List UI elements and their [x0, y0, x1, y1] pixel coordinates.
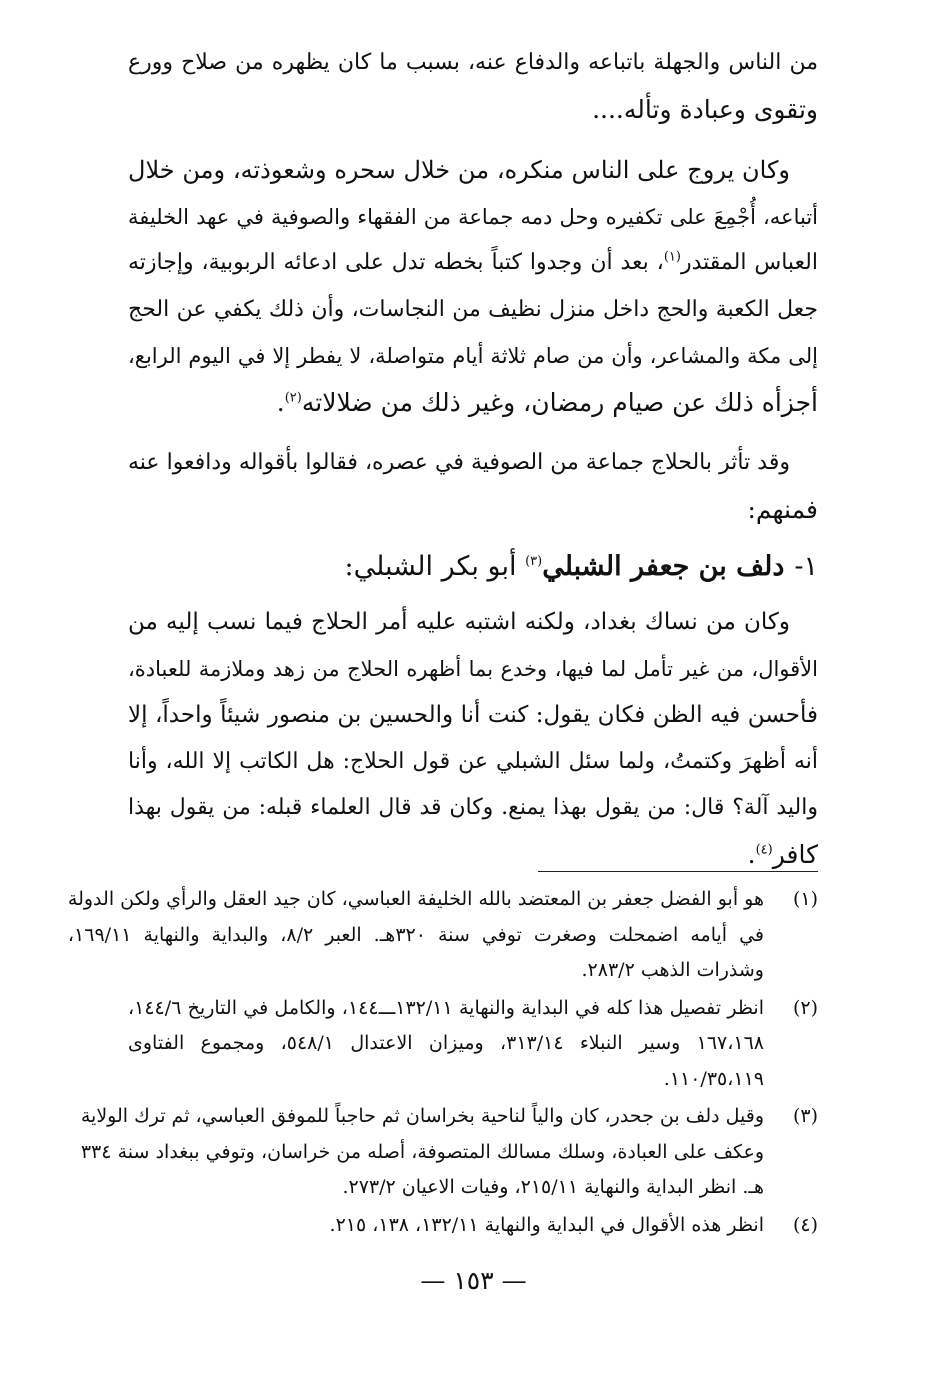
- heading-name: دلف بن جعفر الشبلي: [542, 551, 785, 582]
- footnote-line: ١٦٧،١٦٨ وسير النبلاء ٣١٣/١٤، وميزان الاعتدال ٥٤٨/١، ومجموع الفتاوى: [128, 1032, 764, 1054]
- footnote-ref-2[interactable]: (٢): [284, 390, 302, 406]
- footnote-line: هو أبو الفضل جعفر بن المعتضد بالله الخليفة العباسي، كان جيد العقل والرأي ولكن الدولة: [67, 888, 764, 910]
- heading-number: ١-: [794, 551, 818, 582]
- footnote-line: في أيامه اضمحلت وصغرت توفي سنة ٣٢٠هـ. العبر ٨/٢، والبداية والنهاية ١٦٩/١١،: [67, 923, 765, 946]
- text-fragment: .: [747, 839, 756, 869]
- footnotes: [67, 882, 818, 1245]
- text-fragment: ، بعد أن وجدوا كتباً بخطه تدل على ادعائه الربوبية، وإجازته: [128, 250, 664, 275]
- footnote-body: [128, 991, 764, 1098]
- footnote-line: وقيل دلف بن جحدر، كان والياً لناحية بخراسان ثم حاجباً للموفق العباسي، ثم ترك الولاية: [80, 1105, 764, 1127]
- text-line: جعل الكعبة والحج داخل منزل نظيف من النجاسات، وأن ذلك يكفي عن الحج: [128, 296, 818, 322]
- footnote-body: [68, 882, 764, 989]
- footnote-3: [80, 1099, 818, 1206]
- text-line: إلى مكة والمشاعر، وأن من صام ثلاثة أيام متواصلة، لا يفطر إلا في اليوم الرابع،: [128, 344, 818, 368]
- text-line: [128, 240, 818, 287]
- text-line: وتقوى وعبادة وتأله....: [592, 94, 818, 124]
- text-line: واليد آلة؟ قال: من يقول بهذا يمنع. وكان قد قال العلماء قبله: من يقول بهذا: [128, 795, 818, 820]
- text-line: وكان من نساك بغداد، ولكنه اشتبه عليه أمر الحلاج فيما نسب إليه من: [128, 609, 790, 635]
- footnote-ref-4[interactable]: (٤): [755, 842, 773, 858]
- footnote-1: [67, 882, 818, 989]
- text-fragment: .: [276, 387, 285, 417]
- footnote-4: [128, 1208, 818, 1244]
- text-line: وقد تأثر بالحلاج جماعة من الصوفية في عصره، فقالوا بأقواله ودافعوا عنه: [128, 450, 790, 475]
- text-line: فمنهم:: [747, 494, 818, 524]
- text-line: من الناس والجهلة باتباعه والدفاع عنه، بسبب ما كان يظهره من صلاح وورع: [128, 50, 818, 75]
- footnote-body: [81, 1099, 764, 1206]
- heading-rest: أبو بكر الشبلي:: [344, 551, 517, 582]
- footnote-2: [128, 991, 818, 1098]
- paragraph-4: [128, 599, 818, 878]
- footnote-line: وشذرات الذهب ٢٨٣/٢.: [581, 959, 764, 981]
- footnote-number: (٤): [792, 1213, 818, 1236]
- footnote-ref-3[interactable]: (٣): [525, 554, 543, 569]
- main-text: [128, 40, 818, 878]
- text-line: أتباعه، أُجْمِعَ على تكفيره وحل دمه جماعة من الفقهاء والصوفية في عهد الخليفة: [128, 204, 818, 229]
- text-fragment: أجزأه ذلك عن صيام رمضان، وغير ذلك من ضلالاته: [301, 387, 818, 417]
- text-line: [128, 380, 818, 427]
- footnote-line: انظر تفصيل هذا كله في البداية والنهاية ١٣٢/١١ـــ١٤٤، والكامل في التاريخ ١٤٤/٦،: [128, 996, 764, 1019]
- text-line: أنه أظهرَ وكتمتُ، ولما سئل الشبلي عن قول الحلاج: هل الكاتب إلا الله، وأنا: [128, 748, 818, 774]
- footnote-line: ١١٠/٣٥،١١٩.: [663, 1067, 764, 1090]
- text-line: الأقوال، من غير تأمل لما فيها، وخدع بما أظهره الحلاج من زهد وملازمة للعبادة،: [128, 656, 818, 681]
- paragraph-2: [128, 147, 818, 426]
- footnote-number: (١): [792, 888, 818, 910]
- paragraph-1: [128, 40, 818, 133]
- footnote-divider: [538, 871, 818, 872]
- text-fragment: كافر: [772, 839, 818, 869]
- section-heading: [128, 543, 818, 591]
- footnote-number: (٢): [792, 996, 818, 1019]
- footnote-body: [128, 1208, 764, 1244]
- footnote-number: (٣): [792, 1105, 818, 1127]
- paragraph-3: [128, 440, 818, 533]
- text-line: وكان يروج على الناس منكره، من خلال سحره وشعوذته، ومن خلال: [128, 156, 790, 184]
- page-number: — ١٥٣ —: [420, 1266, 527, 1295]
- text-line: فأحسن فيه الظن فكان يقول: كنت أنا والحسين بن منصور شيئاً واحداً، إلا: [128, 702, 818, 728]
- footnote-line: وعكف على العبادة، وسلك مسالك المتصوفة، أصله من خراسان، وتوفي ببغداد سنة ٣٣٤: [80, 1140, 764, 1163]
- footnote-line: هـ. انظر البداية والنهاية ٢١٥/١١، وفيات الاعيان ٢٧٣/٢.: [342, 1176, 764, 1198]
- text-fragment: العباس المقتدر: [680, 250, 818, 275]
- footnote-ref-1[interactable]: (١): [663, 249, 681, 265]
- footnote-line: انظر هذه الأقوال في البداية والنهاية ١٣٢/١١، ١٣٨، ٢١٥.: [329, 1213, 764, 1236]
